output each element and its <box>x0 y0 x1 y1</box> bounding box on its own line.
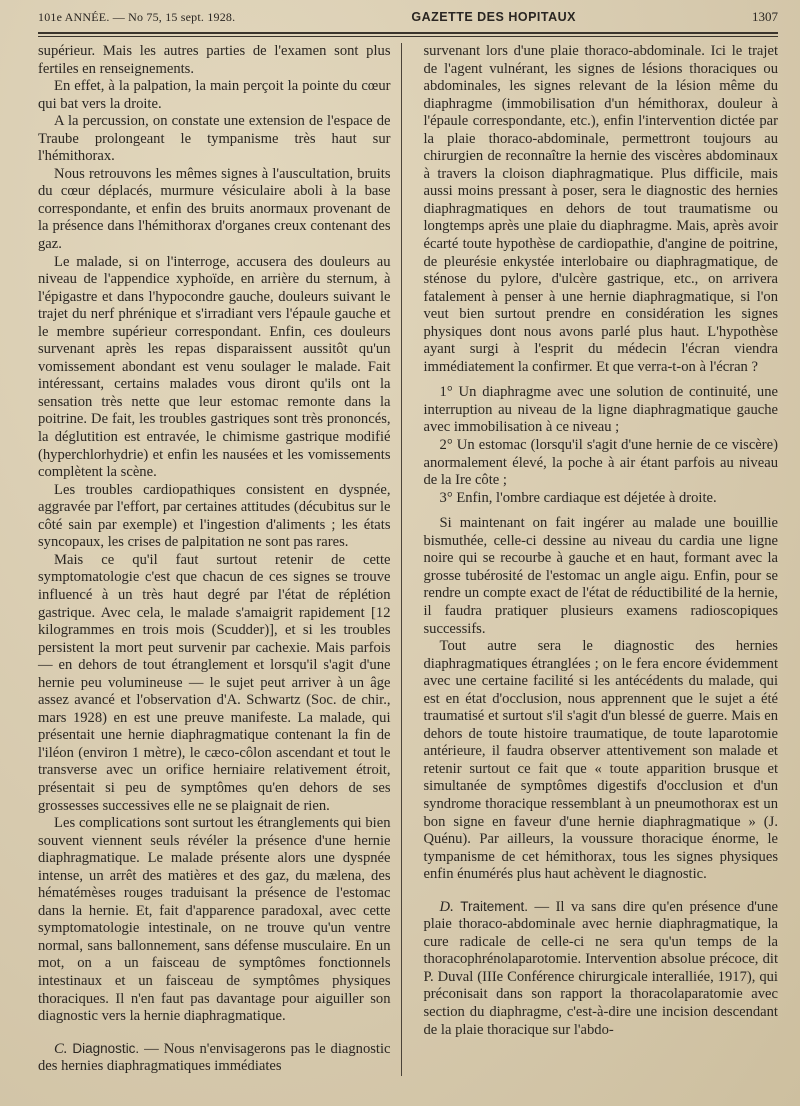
list-item: 3° Enfin, l'ombre cardiaque est déjetée à droite. <box>439 489 717 506</box>
section-diagnostic <box>38 1040 391 1076</box>
list-item: 2° Un estomac (lorsqu'il s'agit d'une hernie de ce viscère) anormalement élevé, la poche à air étant parfois au niveau de la Ire côte ; <box>423 437 778 489</box>
left-column <box>38 43 391 1076</box>
paragraph: supérieur. Mais les autres parties de l'examen sont plus fertiles en renseignements. <box>38 43 391 77</box>
running-header <box>38 6 778 28</box>
paragraph: En effet, à la palpation, la main perçoit la pointe du cœur qui bat vers la droite. <box>38 78 391 112</box>
paragraph: Les complications sont surtout les étranglements qui bien souvent viennent seuls révéler la présence d'une hernie diaphragmatique. Le malade présente alors une dyspnée intense, un arrêt des matières et des gaz, du mælena, des hématémèses rouges traduisant la présence de l'estomac dans la hernie. Et, fait d'apparence paradoxal, avec cette symptomatologie intestinale, on ne trouve qu'un ventre normal, sans ballonnement, sans défense musculaire. En un mot, on a un faisceau de symptômes fonctionnels intestinaux et un faisceau de symptômes physiques thoraciques. Il n'en faut pas davantage pour aiguiller son diagnostic vers la hernie diaphragmatique. <box>38 815 391 1025</box>
paragraph: Les troubles cardiopathiques consistent en dyspnée, aggravée par l'effort, par certaines attitudes (décubitus sur le côté sain par exemple) et l'ingestion d'aliments ; les états syncopaux, les crises de palpitation ne sont pas rares. <box>38 481 391 551</box>
issue-info: 101e ANNÉE. — No 75, 15 sept. 1928. <box>38 10 236 24</box>
paragraph: A la percussion, on constate une extension de l'espace de Traube prolongeant le tympanisme très haut sur l'hémithorax. <box>38 113 391 165</box>
paragraph: survenant lors d'une plaie thoraco-abdominale. Ici le trajet de l'agent vulnérant, les signes de lésions thoraciques ou abdominales, les signes relevant de la lésion même du diaphragme (immobilisation d'un hémithorax, douleur à l'épaule correspondante, etc.), enfin l'intervention dictée par la plaie thoraco-abdominale, permettront toujours au chirurgien de reconnaître la hernie des viscères abdominaux à travers la cloison diaphragmatique. Plus difficile, mais aussi moins pressant à poser, sera le diagnostic des hernies diaphragmatiques en dehors de tout traumatisme ou longtemps après une plaie du diaphragme. Mais, après avoir écarté toute hypothèse de cardiopathie, d'angine de poitrine, de pleurésie enkystée interlobaire ou diaphragmatique, de sténose du pylore, d'ulcère gastrique, etc., on arrivera fatalement à penser à une hernie diaphragmatique, si l'on veut bien surtout prendre en considération les signes physiques dont nous avons parlé plus haut. L'hypothèse ayant surgi à l'esprit du médecin l'écran viendra immédiatement la confirmer. Et que verra-t-on à l'écran ? <box>423 43 778 375</box>
section-title: Diagnostic. <box>72 1040 140 1056</box>
section-text: — Nous n'envisagerons pas le diagnostic des hernies diaphragmatiques immédiates <box>38 1040 391 1075</box>
right-column <box>424 43 779 1076</box>
text-columns <box>38 43 778 1076</box>
section-marker: D. <box>439 898 454 915</box>
column-divider <box>401 43 402 1076</box>
section-marker: C. <box>54 1040 68 1057</box>
journal-title: GAZETTE DES HOPITAUX <box>411 10 576 24</box>
paragraph: Tout autre sera le diagnostic des hernies diaphragmatiques étranglées ; on le fera encore évidemment avec une certaine facilité si les antécédents du malade, qui est en état d'occlusion, nous apprennent que le sujet a été traumatisé et surtout s'il s'agit d'un blessé de guerre. Mais en dehors de toute histoire traumatique, de toute laparotomie antérieure, il faudra observer attentivement son malade et retenir surtout ce fait que « toute apparition brusque et simultanée de symptômes digestifs d'occlusion et d'un syndrome thoracique ressemblant à un pneumothorax est un bon signe en faveur d'une hernie diaphragmatique » (J. Quénu). Par ailleurs, la voussure thoracique énorme, le tympanisme de cet hémithorax, tous les signes physiques enfin énumérés plus haut achèvent le diagnostic. <box>423 638 778 883</box>
paragraph: Le malade, si on l'interroge, accusera des douleurs au niveau de l'appendice xyphoïde, en arrière du sternum, à l'épigastre et dans l'hypocondre gauche, douleurs suivant le trajet du nerf phrénique et s'irradiant vers l'épaule gauche et le membre supérieur correspondant. Enfin, ces douleurs survenant après les repas disparaissent aussitôt qu'un vomissement abondant est venu soulager le malade. Fait intéressant, certains malades vous diront qu'ils ont la sensation très nette que leur estomac remonte dans la poitrine. De fait, les troubles gastriques sont très prononcés, la déglutition est entravée, le chimisme gastrique modifié (hyperchlorhydrie) et enfin les nausées et les vomissements complètent la scène. <box>38 253 391 481</box>
list-item: 1° Un diaphragme avec une solution de continuité, une interruption au niveau de la ligne diaphragmatique gauche avec immobilisation à ce niveau ; <box>423 384 778 436</box>
section-title: Traitement. <box>460 898 529 914</box>
paragraph: Si maintenant on fait ingérer au malade une bouillie bismuthée, celle-ci dessine au niveau du cardia une ligne noire qui se recourbe à gauche et en haut, formant avec la grosse tubérosité de l'estomac un angle aigu. Enfin, pour se rendre un compte exact de l'état de réductibilité de la hernie, il faudra pratiquer plusieurs examens radioscopiques successifs. <box>423 515 778 637</box>
section-traitement <box>424 898 779 1039</box>
page-number: 1307 <box>752 9 778 24</box>
section-text: — Il va sans dire qu'en présence d'une plaie thoraco-abdominale avec hernie diaphragmatique, la cure radicale de celle-ci ne sera qu'un temps de la thoracophrénolaparotomie. Intervention absolue précoce, dit P. Duval (IIIe Conférence chirurgicale interalliée, 1917), qui préconisait dans son rapport la thoracolaparatomie avec section du diaphragme, c'est-à-dire une incision descendant de la plaie thoracique sur l'abdo- <box>423 898 778 1038</box>
paragraph: Nous retrouvons les mêmes signes à l'auscultation, bruits du cœur déplacés, murmure vésiculaire aboli à la base correspondante, et enfin des bruits anormaux provenant de la présence dans l'hémithorax d'organes creux contenant des gaz. <box>38 165 391 253</box>
header-rule <box>38 32 778 34</box>
header-rule-thin <box>38 36 778 37</box>
paragraph: Mais ce qu'il faut surtout retenir de cette symptomatologie c'est que chacun de ces signes se trouve influencé à un très haut degré par l'état de réplétion gastrique. Avec cela, le malade s'amaigrit rapidement [12 kilogrammes en trois mois (Scudder)], et si les troubles persistent la mort peut survenir par cachexie. Mais parfois — en dehors de tout étranglement et lorsqu'il s'agit d'une hernie peu volumineuse — le sujet peut arriver à un âge assez avancé et l'observation d'A. Schwartz (Soc. de chir., mars 1928) en est une preuve manifeste. La malade, qui présentait une hernie diaphragmatique contenant la fin de l'iléon (environ 1 mètre), le cæco-côlon ascendant et tout le transverse avec un orifice herniaire relativement étroit, présentait si peu de symptômes qu'en dehors de ses grossesses successives elle ne se plaignait de rien. <box>38 551 391 814</box>
